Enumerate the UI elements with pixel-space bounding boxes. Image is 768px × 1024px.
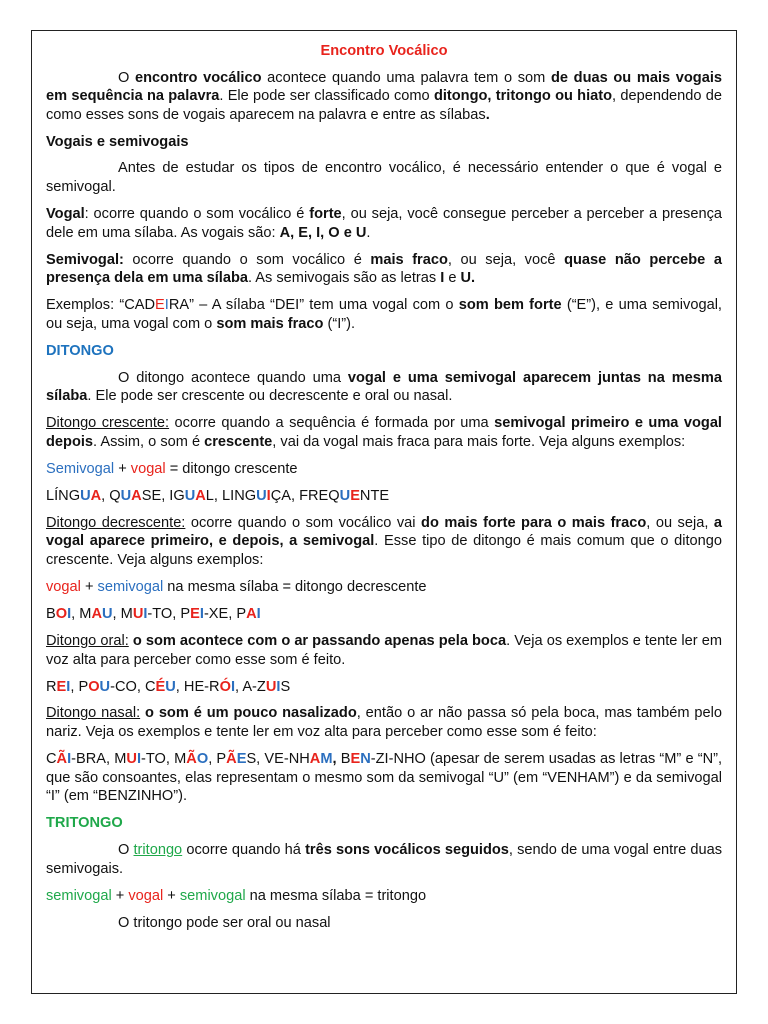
intro-paragraph: O encontro vocálico acontece quando uma palavra tem o som de duas ou mais vogais em sequência na palavra. Ele pode ser classificado como ditongo, tritongo ou hiato, dependendo de como esses sons de vogais aparecem na palavra e entre as sílabas. [46,69,723,123]
exemplos-paragraph: Exemplos: “CADEIRA” – A sílaba “DEI” tem uma vogal com o som bem forte (“E”), e uma semivogal, ou seja, uma vogal com o som mais fraco (“I”). [46,297,722,332]
ditongo-oral-definition: Ditongo oral: o som acontece com o ar passando apenas pela boca. Veja os exemplos e tente ler em voz alta para perceber como esse som é feito. [46,632,722,668]
vogais-intro: Antes de estudar os tipos de encontro vocálico, é necessário entender o que é vogal e semivogal. [46,160,722,195]
semivogal-definition: Semivogal: ocorre quando o som vocálico é mais fraco, ou seja, você quase não percebe a presença dela em uma sílaba. As semivogais são as letras I e U. [46,251,722,287]
ditongo-crescente-definition: Ditongo crescente: ocorre quando a sequência é formada por uma semivogal primeiro e uma vogal depois. Assim, o som é crescente, vai da vogal mais fraca para mais forte. Veja alguns exemplos: [46,415,722,450]
formula-tritongo: semivogal + vogal + semivogal na mesma sílaba = tritongo [46,887,427,904]
examples-decrescente: BOI, MAU, MUI-TO, PEI-XE, PAI [46,605,261,622]
formula-decrescente: vogal + semivogal na mesma sílaba = ditongo decrescente [46,578,427,595]
tritongo-intro: O tritongo ocorre quando há três sons vocálicos seguidos, sendo de uma vogal entre duas semivogais. [46,842,722,877]
tritongo-final: O tritongo pode ser oral ou nasal [118,914,331,931]
ditongo-nasal-definition: Ditongo nasal: o som é um pouco nasalizado, então o ar não passa só pela boca, mas também pelo nariz. Veja os exemplos e tente ler em voz alta para perceber como esse som é feito: [46,705,722,741]
tritongo-link[interactable]: tritongo [133,842,183,859]
formula-crescente: Semivogal + vogal = ditongo crescente [46,460,298,477]
document-body [46,42,722,941]
examples-nasal: CÃI-BRA, MUI-TO, MÃO, PÃES, VE-NHAM, BEN-ZI-NHO (apesar de serem usadas as letras “M” e “N”, que são consoantes, elas representam o mesmo som da semivogal “U” (em “VENHAM”) e da semivogal “I” (em “BENZINHO”). [46,751,723,805]
tritongo-heading: TRITONGO [46,815,123,832]
ditongo-heading: DITONGO [46,342,114,359]
examples-crescente: LÍNGUA, QUASE, IGUAL, LINGUIÇA, FREQUENTE [46,487,390,504]
ditongo-intro: O ditongo acontece quando uma vogal e uma semivogal aparecem juntas na mesma sílaba. Ele pode ser crescente ou decrescente e oral ou nasal. [46,369,722,405]
vogais-heading: Vogais e semivogais [46,133,189,150]
examples-oral: REI, POU-CO, CÉU, HE-RÓI, A-ZUIS [46,678,291,695]
vogal-definition: Vogal: ocorre quando o som vocálico é forte, ou seja, você consegue perceber a perceber a presença dele em uma sílaba. As vogais são: A, E, I, O e U. [46,205,722,241]
document-title: Encontro Vocálico [320,43,448,59]
ditongo-decrescente-definition: Ditongo decrescente: ocorre quando o som vocálico vai do mais forte para o mais fraco, ou seja, a vogal aparece primeiro, e depois, a semivogal. Esse tipo de ditongo é mais comum que o ditongo crescente. Veja alguns exemplos: [46,514,723,568]
